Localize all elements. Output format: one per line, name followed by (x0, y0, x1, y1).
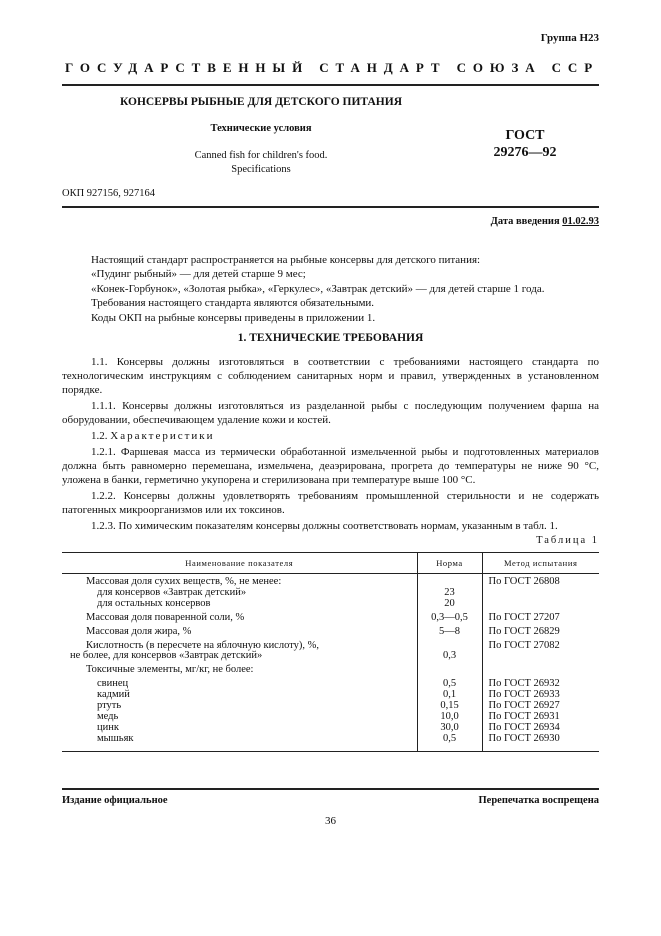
intro-line: Коды ОКП на рыбные консервы приведены в приложении 1. (91, 311, 376, 324)
norm-value (417, 662, 482, 676)
indicator-name: Массовая доля сухих веществ, %, не менее: (86, 576, 282, 587)
test-method: По ГОСТ 26829 (482, 624, 599, 638)
test-method: По ГОСТ 26933 (482, 690, 599, 701)
english-title-line-2: Specifications (231, 164, 291, 175)
indicator-name: свинец (97, 678, 129, 690)
table-row (62, 599, 599, 610)
indicator-name: мышьяк (97, 732, 134, 744)
header-rule (62, 84, 599, 86)
page-number: 36 (325, 815, 336, 827)
section-title: 1. ТЕХНИЧЕСКИЕ ТРЕБОВАНИЯ (237, 332, 424, 344)
state-standard-banner: ГОСУДАРСТВЕННЫЙ СТАНДАРТ СОЮЗА ССР (65, 60, 600, 75)
clause-1-2-number: 1.2. (91, 430, 108, 442)
intro-line: «Пудинг рыбный» — для детей старше 9 мес; (91, 268, 306, 281)
norm-value: 0,15 (417, 701, 482, 712)
test-method (482, 599, 599, 610)
norm-value: 0,3—0,5 (417, 610, 482, 624)
header-norm: Норма (417, 553, 482, 574)
okp-rule (62, 206, 599, 208)
gost-label: ГОСТ (505, 128, 545, 143)
norm-value: 0,5 (417, 734, 482, 751)
indicator-name: Массовая доля поваренной соли, % (86, 611, 245, 623)
table-row (62, 610, 599, 624)
requirements-body (62, 355, 599, 535)
table-caption: Таблица 1 (536, 535, 599, 546)
test-method: По ГОСТ 26932 (482, 676, 599, 690)
indicator-name: не более, для консервов «Завтрак детский» (70, 650, 263, 662)
test-method: По ГОСТ 26927 (482, 701, 599, 712)
norm-value: 20 (417, 599, 482, 610)
english-title-line-1: Canned fish for children's food. (194, 150, 328, 161)
test-method (482, 588, 599, 599)
clause-1-2-1: 1.2.1. Фаршевая масса из термически обработанной измельченной рыбы и подготовленных материалов должна быть равномерно перемешана, измельчена, деаэрирована, прогрета до температуры не ниже 90 °С, уложена в банки, герметично укупорена и стерилизована при температуре выше 100 °С. (62, 446, 599, 486)
introduction-date (491, 216, 599, 227)
table-row (62, 651, 599, 662)
norm-value: 0,1 (417, 690, 482, 701)
indicator-name: Массовая доля жира, % (86, 625, 192, 637)
indicator-name: медь (97, 710, 119, 722)
clause-1-2-title: Характеристики (110, 430, 215, 442)
norm-value: 30,0 (417, 723, 482, 734)
indicator-name: кадмий (97, 689, 130, 701)
clause-1-2-3: 1.2.3. По химическим показателям консервы должны соответствовать нормам, указанным в табл. 1. (91, 520, 558, 532)
group-code: Группа Н23 (540, 32, 599, 44)
intro-line: Настоящий стандарт распространяется на рыбные консервы для детского питания: (91, 254, 481, 266)
indicator-name: Кислотность (в пересчете на яблочную кислоту), %, (86, 639, 320, 651)
test-method: По ГОСТ 26930 (482, 734, 599, 751)
clause-1-2-2: 1.2.2. Консервы должны удовлетворять требованиям промышленной стерильности и не содержать патогенных микроорганизмов или их токсинов. (62, 490, 599, 516)
gost-designation (470, 127, 580, 161)
indicator-name: ртуть (97, 700, 122, 712)
clause-1-2 (62, 429, 599, 443)
indicator-name: Токсичные элементы, мг/кг, не более: (86, 664, 254, 676)
test-method (482, 662, 599, 676)
table-row (62, 624, 599, 638)
english-title (62, 149, 460, 177)
document-title: КОНСЕРВЫ РЫБНЫЕ ДЛЯ ДЕТСКОГО ПИТАНИЯ (119, 96, 403, 108)
norm-value: 5—8 (417, 624, 482, 638)
indicator-name: для остальных консервов (97, 597, 211, 609)
norm-value: 0,3 (417, 651, 482, 662)
table-row (62, 638, 599, 652)
gost-number: 29276—92 (493, 145, 557, 160)
test-method: По ГОСТ 26808 (482, 574, 599, 588)
okp-codes: ОКП 927156, 927164 (62, 188, 156, 199)
reprint-prohibited-note: Перепечатка воспрещена (478, 795, 599, 806)
table-row (62, 734, 599, 751)
norm-value: 10,0 (417, 712, 482, 723)
norm-value: 0,5 (417, 676, 482, 690)
norm-value (417, 574, 482, 588)
header-indicator-name: Наименование показателя (62, 553, 417, 574)
chemical-indicators-table (62, 552, 599, 752)
norm-value: 23 (417, 588, 482, 599)
indicator-name: цинк (97, 721, 119, 733)
test-method: По ГОСТ 27207 (482, 610, 599, 624)
test-method: По ГОСТ 26931 (482, 712, 599, 723)
clause-1-1: 1.1. Консервы должны изготовляться в соответствии с требованиями настоящего стандарта по технологическим инструкциям с соблюдением санитарных норм и правил, утвержденных в установленном порядке. (62, 356, 599, 396)
clause-1-1-1: 1.1.1. Консервы должны изготовляться из разделанной рыбы с последующим получением фарша на оборудовании, обеспечивающем удаление кожи и костей. (62, 400, 599, 426)
intro-line: Требования настоящего стандарта являются обязательными. (91, 297, 375, 310)
header-test-method: Метод испытания (482, 553, 599, 574)
test-method: По ГОСТ 26934 (482, 723, 599, 734)
norm-value (417, 638, 482, 652)
indicator-name: для консервов «Завтрак детский» (97, 586, 247, 598)
footer-rule (62, 788, 599, 790)
official-edition-note: Издание официальное (62, 795, 168, 806)
date-label: Дата введения (490, 216, 560, 227)
date-value: 01.02.93 (562, 216, 599, 227)
test-method: По ГОСТ 27082 (482, 638, 599, 652)
table-row (62, 676, 599, 690)
table-header-row (62, 553, 599, 574)
intro-line: «Конек-Горбунок», «Золотая рыбка», «Геркулес», «Завтрак детский» — для детей старше 1 года. (91, 282, 545, 295)
intro-block (91, 253, 601, 325)
document-subtitle: Технические условия (210, 123, 312, 134)
test-method (482, 651, 599, 662)
table-row (62, 574, 599, 588)
table-row (62, 662, 599, 676)
